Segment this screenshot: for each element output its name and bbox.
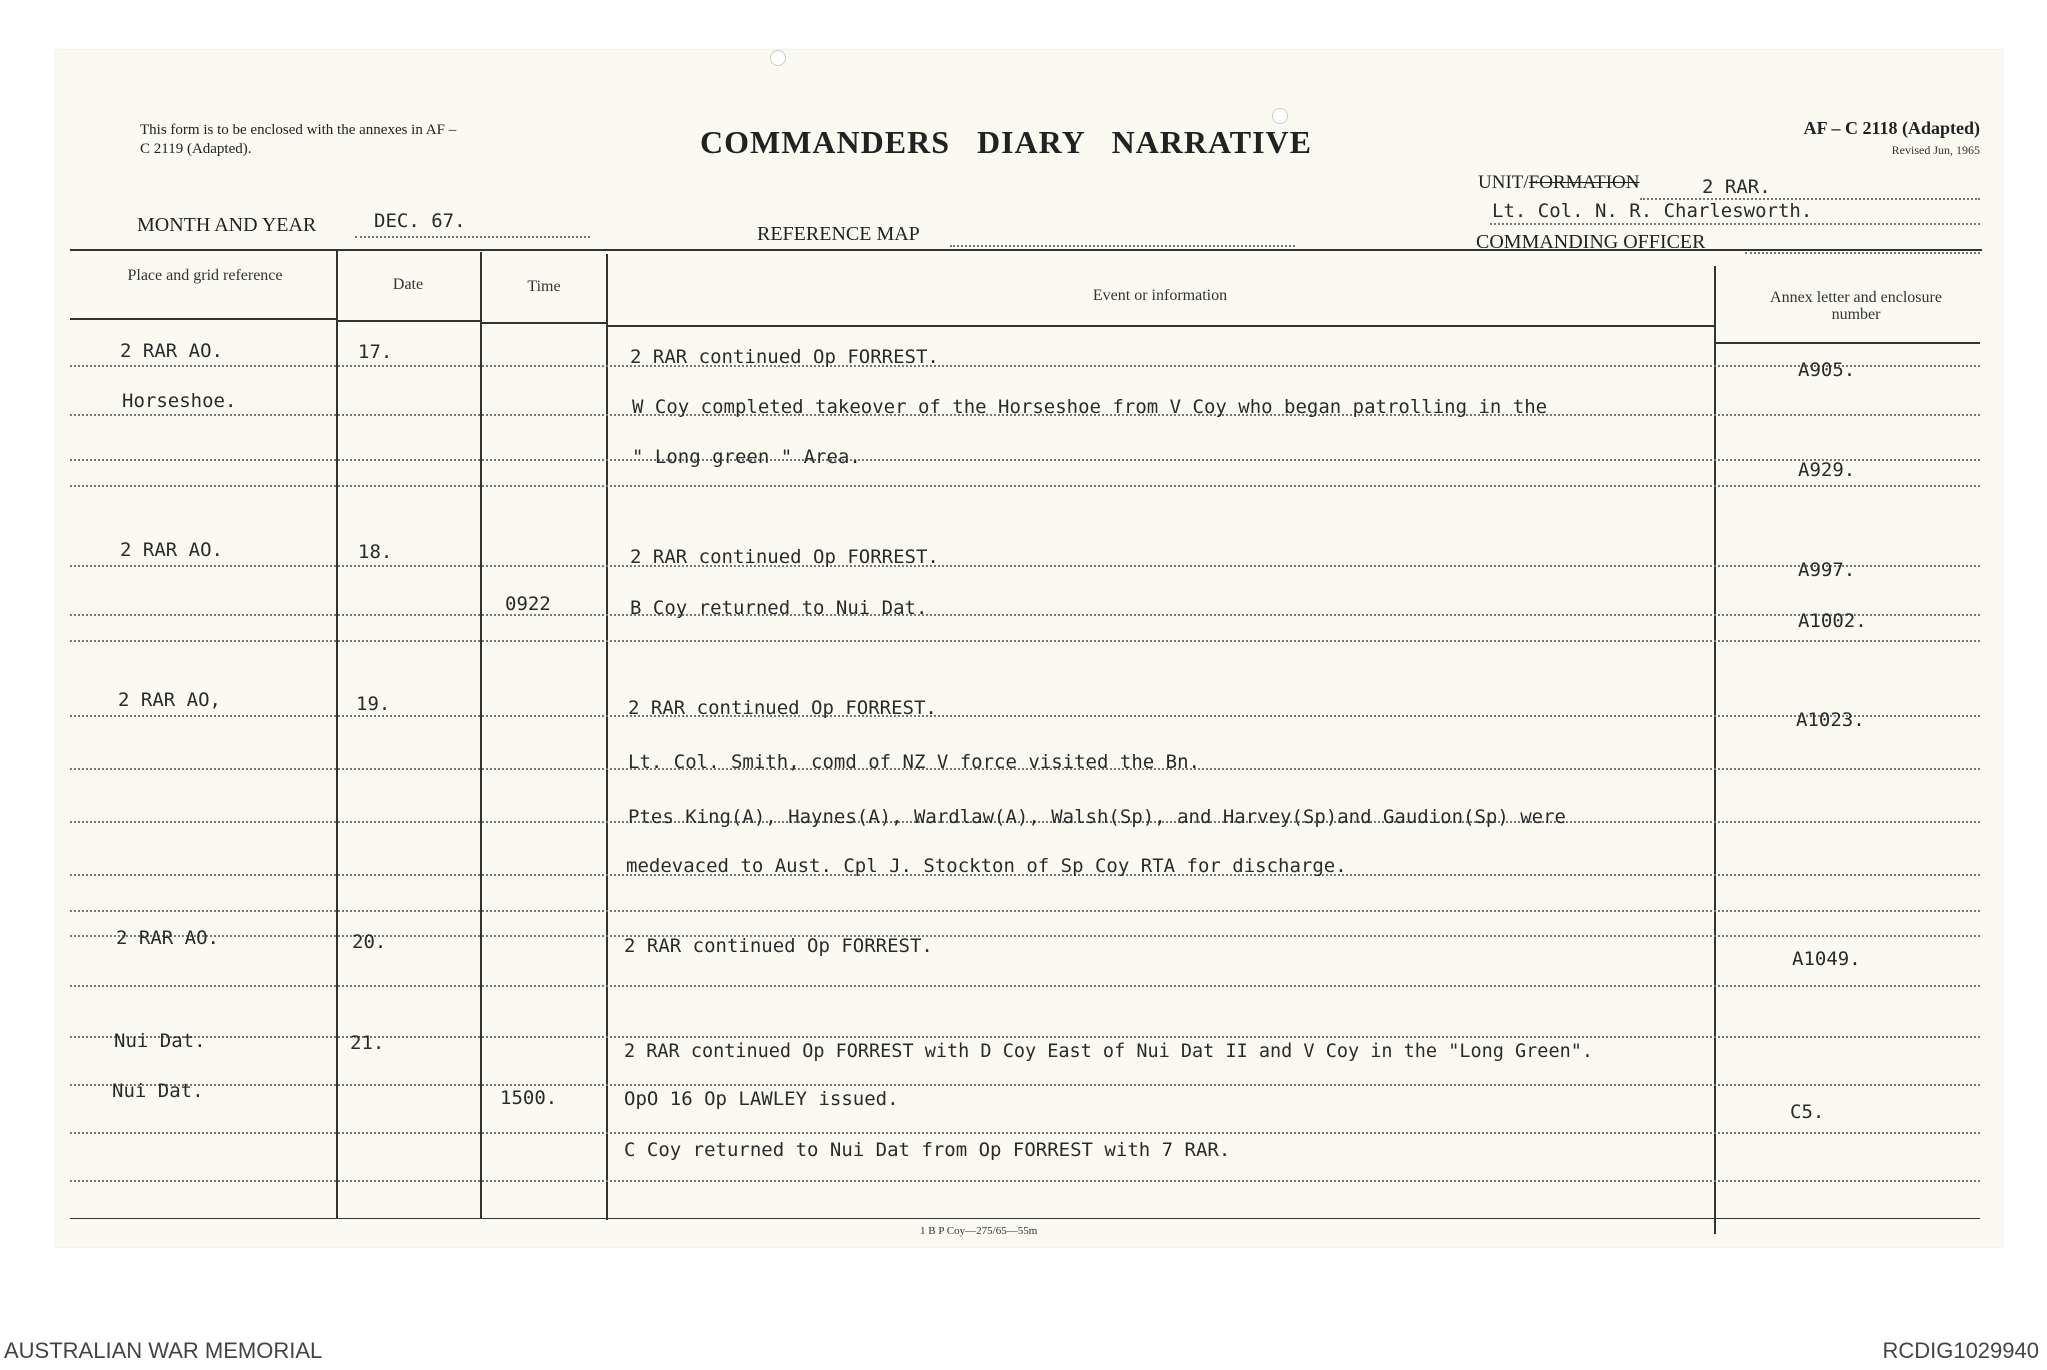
- row-place: 2 RAR AO.: [116, 927, 219, 949]
- row-event: medevaced to Aust. Cpl J. Stockton of Sp Coy RTA for discharge.: [626, 855, 1347, 877]
- row-event: 2 RAR continued Op FORREST.: [628, 697, 937, 719]
- formation-struck: FORMATION: [1528, 172, 1640, 193]
- row-time: 1500.: [500, 1087, 558, 1109]
- row-annex: A1002.: [1798, 610, 1867, 632]
- row-annex: A929.: [1798, 459, 1856, 481]
- row-annex: A1049.: [1792, 948, 1861, 970]
- row-event: C Coy returned to Nui Dat from Op FORREST with 7 RAR.: [624, 1139, 1231, 1161]
- punch-hole: [1272, 108, 1288, 124]
- month-year-value: DEC. 67.: [374, 210, 466, 232]
- unit-label: UNIT/FORMATION: [1478, 172, 1640, 193]
- enclose-note: This form is to be enclosed with the annexes in AF – C 2119 (Adapted).: [140, 122, 457, 157]
- row-event: W Coy completed takeover of the Horseshoe from V Coy who began patrolling in the: [632, 396, 1548, 418]
- row-place: Horseshoe.: [122, 390, 237, 412]
- row-annex: C5.: [1790, 1101, 1825, 1123]
- col-header-time: Time: [527, 278, 561, 295]
- row-place: 2 RAR AO.: [120, 340, 223, 362]
- archive-credit: AUSTRALIAN WAR MEMORIAL: [4, 1338, 323, 1363]
- row-date: 18.: [358, 541, 393, 563]
- row-place: 2 RAR AO,: [118, 689, 221, 711]
- co-name: Lt. Col. N. R. Charlesworth.: [1492, 200, 1813, 222]
- row-event: 2 RAR continued Op FORREST.: [630, 346, 939, 368]
- row-date: 19.: [356, 693, 391, 715]
- co-label: COMMANDING OFFICER: [1476, 231, 1706, 253]
- unit-value: 2 RAR.: [1702, 176, 1771, 198]
- printer-imprint: 1 B P Coy—275/65—55m: [920, 1225, 1038, 1237]
- form-title: COMMANDERS DIARY NARRATIVE: [700, 124, 1312, 160]
- row-event: " Long green " Area.: [632, 446, 861, 468]
- row-event: Ptes King(A), Haynes(A), Wardlaw(A), Walsh(Sp), and Harvey(Sp)and Gaudion(Sp) were: [628, 806, 1566, 828]
- row-annex: A1023.: [1796, 709, 1865, 731]
- col-header-place: Place and grid reference: [127, 267, 283, 284]
- archive-id: RCDIG1029940: [1882, 1338, 2039, 1363]
- diary-form-page: [56, 50, 2002, 1247]
- row-annex: A905.: [1798, 359, 1856, 381]
- row-annex: A997.: [1798, 559, 1856, 581]
- punch-hole: [770, 50, 786, 66]
- row-place: 2 RAR AO.: [120, 539, 223, 561]
- row-event: 2 RAR continued Op FORREST.: [624, 935, 933, 957]
- month-year-label: MONTH AND YEAR: [137, 214, 317, 236]
- form-number: AF – C 2118 (Adapted): [1803, 118, 1980, 138]
- row-date: 20.: [352, 931, 387, 953]
- row-place: Nui Dat.: [114, 1030, 206, 1052]
- row-event: 2 RAR continued Op FORREST with D Coy East of Nui Dat II and V Coy in the "Long Green".: [624, 1041, 1594, 1062]
- row-time: 0922: [505, 593, 551, 615]
- row-date: 21.: [350, 1032, 385, 1054]
- col-header-event: Event or information: [1092, 287, 1228, 304]
- row-event: OpO 16 Op LAWLEY issued.: [624, 1088, 899, 1110]
- row-place: Nui Dat.: [112, 1080, 204, 1102]
- row-event: B Coy returned to Nui Dat.: [630, 597, 928, 619]
- reference-map-label: REFERENCE MAP: [757, 223, 920, 245]
- row-date: 17.: [358, 341, 393, 363]
- revised-date: Revised Jun, 1965: [1891, 143, 1980, 157]
- row-event: 2 RAR continued Op FORREST.: [630, 546, 939, 568]
- row-event: Lt. Col. Smith, comd of NZ V force visited the Bn.: [628, 751, 1200, 773]
- col-header-annex: Annex letter and enclosure number: [1770, 289, 1942, 323]
- col-header-date: Date: [392, 276, 424, 293]
